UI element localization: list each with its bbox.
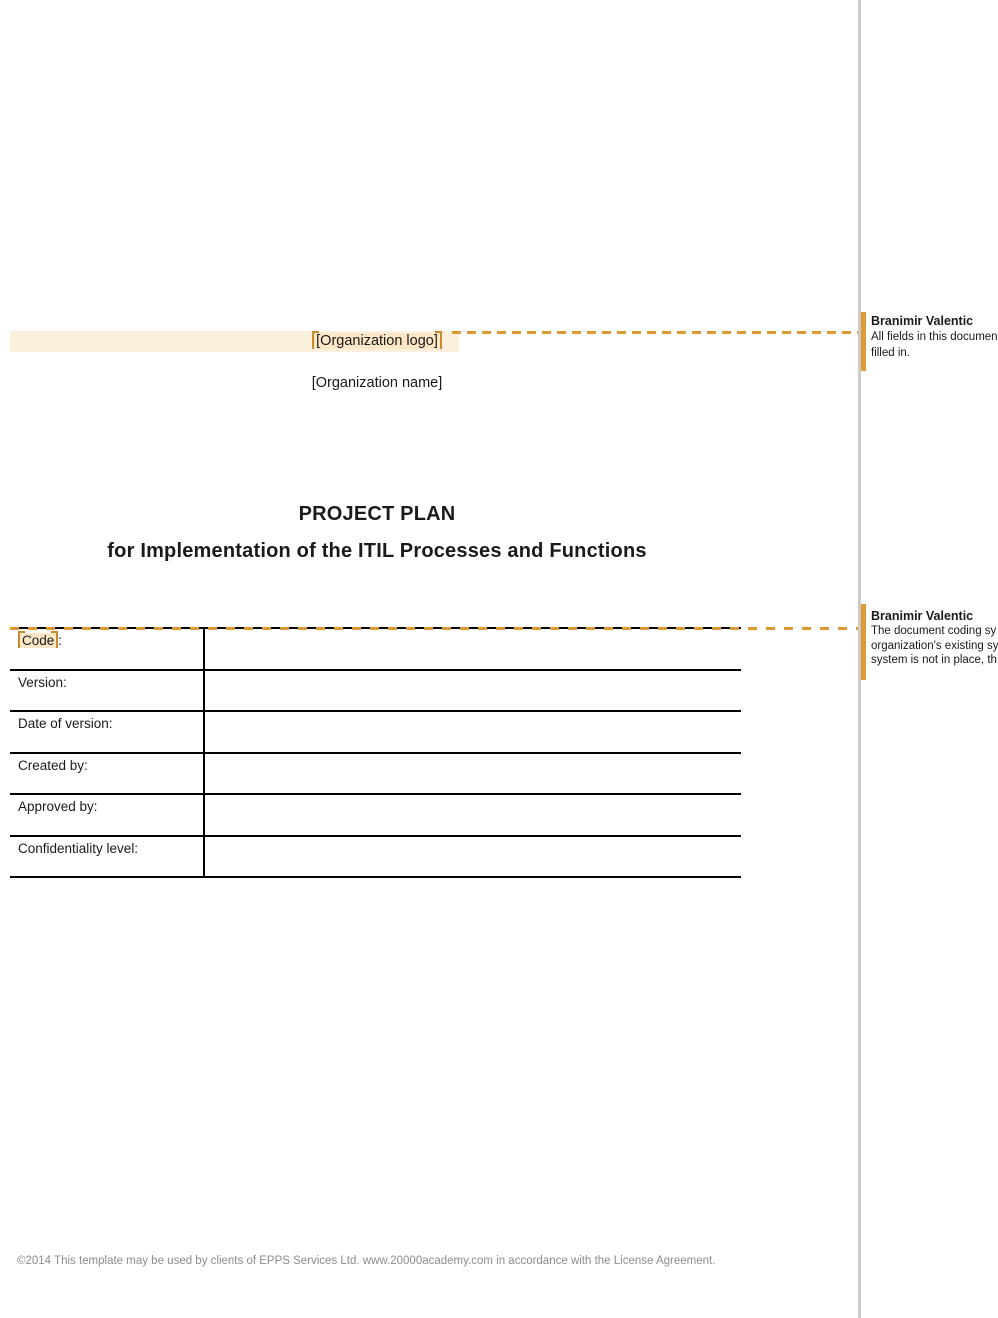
comment-anchor-connector-1 [452, 331, 861, 334]
code-comment-anchor: Code [18, 633, 58, 648]
row-label-code [10, 629, 205, 669]
created-by-value-cell[interactable] [205, 754, 741, 794]
comment-text-line: system is not in place, th [871, 654, 997, 666]
document-info-table [10, 627, 741, 878]
org-name-placeholder[interactable]: [Organization name] [311, 375, 443, 391]
page-title: PROJECT PLAN [298, 503, 456, 525]
date-of-version-value-cell[interactable] [205, 712, 741, 752]
comment-anchor-connector-2 [10, 627, 861, 630]
table-row [10, 671, 741, 713]
code-value-cell[interactable] [205, 629, 741, 669]
margin-comment-1[interactable] [871, 313, 998, 361]
comment-highlight-bar-2 [861, 604, 866, 680]
margin-comment-2[interactable] [871, 608, 998, 668]
row-label-code-suffix: : [58, 633, 63, 648]
row-label-created-by: Created by: [10, 754, 205, 794]
org-logo-placeholder[interactable]: [Organization logo] [312, 333, 442, 349]
table-row [10, 629, 741, 671]
row-label-confidentiality-level: Confidentiality level: [10, 837, 205, 877]
confidentiality-level-value-cell[interactable] [205, 837, 741, 877]
comment-author: Branimir Valentic [871, 314, 974, 328]
row-label-version: Version: [10, 671, 205, 711]
comment-author: Branimir Valentic [871, 609, 974, 623]
table-row [10, 754, 741, 796]
approved-by-value-cell[interactable] [205, 795, 741, 835]
page-subtitle: for Implementation of the ITIL Processes and Functions [107, 540, 647, 562]
row-label-approved-by: Approved by: [10, 795, 205, 835]
table-row [10, 712, 741, 754]
table-row [10, 795, 741, 837]
table-row [10, 837, 741, 877]
comment-text-line: filled in. [871, 347, 910, 359]
comment-text-line: organization's existing sy [871, 639, 998, 652]
footer-license-note: ©2014 This template may be used by clients of EPPS Services Ltd. www.20000academy.com in accordance with the License Agreement. [17, 1255, 716, 1267]
row-label-date-of-version: Date of version: [10, 712, 205, 752]
version-value-cell[interactable] [205, 671, 741, 711]
org-logo-line [12, 333, 742, 349]
comment-text-line: The document coding sy [871, 625, 997, 637]
comment-highlight-bar-1 [861, 312, 866, 371]
comment-text-line: All fields in this documen [871, 331, 998, 343]
